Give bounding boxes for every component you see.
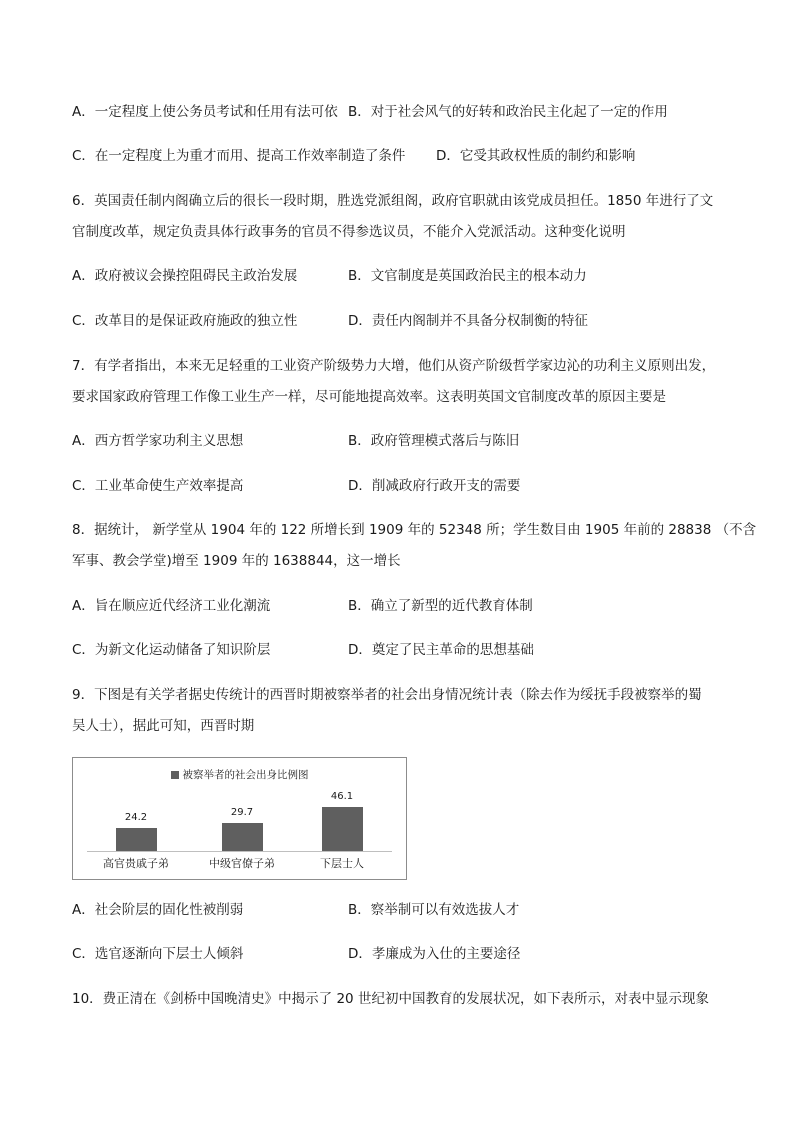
bar-0 — [116, 828, 157, 851]
category-label-2: 下层士人 — [320, 857, 364, 870]
q5-option-a: A．一定程度上使公务员考试和任用有法可依 — [72, 104, 338, 120]
x-axis — [87, 851, 392, 852]
q8-option-b: B．确立了新型的近代教育体制 — [348, 598, 533, 614]
q6-option-c: C．改革目的是保证政府施政的独立性 — [72, 313, 298, 329]
q5-option-c: C．在一定程度上为重才而用、提高工作效率制造了条件 — [72, 148, 406, 164]
q6-option-b: B．文官制度是英国政治民主的根本动力 — [348, 268, 587, 284]
q7-option-d: D．削减政府行政开支的需要 — [348, 478, 521, 494]
q8-stem-line1: 8．据统计， 新学堂从 1904 年的 122 所增长到 1909 年的 52348 所；学生数目由 1905 年前的 28838 （不含 — [72, 522, 757, 538]
q6-option-d: D．责任内阁制并不具备分权制衡的特征 — [348, 313, 588, 329]
chart-title-text: 被察举者的社会出身比例图 — [182, 769, 309, 781]
q8-option-c: C．为新文化运动储备了知识阶层 — [72, 642, 271, 658]
chart-title — [73, 767, 406, 782]
legend-swatch-icon — [171, 771, 179, 779]
data-label-0: 24.2 — [124, 812, 148, 823]
q6-option-a: A．政府被议会操控阻碍民主政治发展 — [72, 268, 298, 284]
q9-option-c: C．选官逐渐向下层士人倾斜 — [72, 946, 244, 962]
q7-stem-line1: 7．有学者指出，本来无足轻重的工业资产阶级势力大增，他们从资产阶级哲学家边沁的功利主义原则出发， — [72, 358, 716, 374]
q9-option-d: D．孝廉成为入仕的主要途径 — [348, 946, 521, 962]
data-label-1: 29.7 — [230, 806, 254, 818]
q6-stem-line1: 6．英国责任制内阁确立后的很长一段时期，胜选党派组阁，政府官职就由该党成员担任。1850 年进行了文 — [72, 193, 714, 209]
q8-option-d: D．奠定了民主革命的思想基础 — [348, 642, 534, 658]
category-label-0: 高官贵戚子弟 — [103, 857, 169, 870]
q9-option-a: A．社会阶层的固化性被削弱 — [72, 902, 244, 918]
q6-stem-line2: 官制度改革，规定负责具体行政事务的官员不得参选议员，不能介入党派活动。这种变化说明 — [72, 224, 626, 240]
q7-option-a: A．西方哲学家功利主义思想 — [72, 433, 244, 449]
q9-stem-line2: 吴人士），据此可知，西晋时期 — [72, 718, 255, 734]
q7-option-c: C．工业革命使生产效率提高 — [72, 478, 244, 494]
bar-chart — [72, 757, 407, 880]
bar-1 — [222, 823, 263, 851]
data-label-2: 46.1 — [330, 791, 354, 803]
category-label-1: 中级官僚子弟 — [209, 857, 275, 870]
q5-option-d: D．它受其政权性质的制约和影响 — [436, 148, 636, 164]
q9-option-b: B．察举制可以有效选拔人才 — [348, 902, 520, 918]
q5-option-b: B．对于社会风气的好转和政治民主化起了一定的作用 — [348, 104, 668, 120]
q9-stem-line1: 9．下图是有关学者据史传统计的西晋时期被察举者的社会出身情况统计表（除去作为绥抚手段被察举的蜀 — [72, 687, 702, 703]
bar-2 — [322, 807, 363, 851]
q10-stem-line1: 10．费正清在《剑桥中国晚清史》中揭示了 20 世纪初中国教育的发展状况，如下表所示，对表中显示现象 — [72, 991, 709, 1007]
q7-stem-line2: 要求国家政府管理工作像工业生产一样，尽可能地提高效率。这表明英国文官制度改革的原因主要是 — [72, 389, 666, 405]
q8-stem-line2: 军事、教会学堂)增至 1909 年的 1638844，这一增长 — [72, 553, 401, 569]
q7-option-b: B．政府管理模式落后与陈旧 — [348, 433, 520, 449]
q8-option-a: A．旨在顺应近代经济工业化潮流 — [72, 598, 271, 614]
